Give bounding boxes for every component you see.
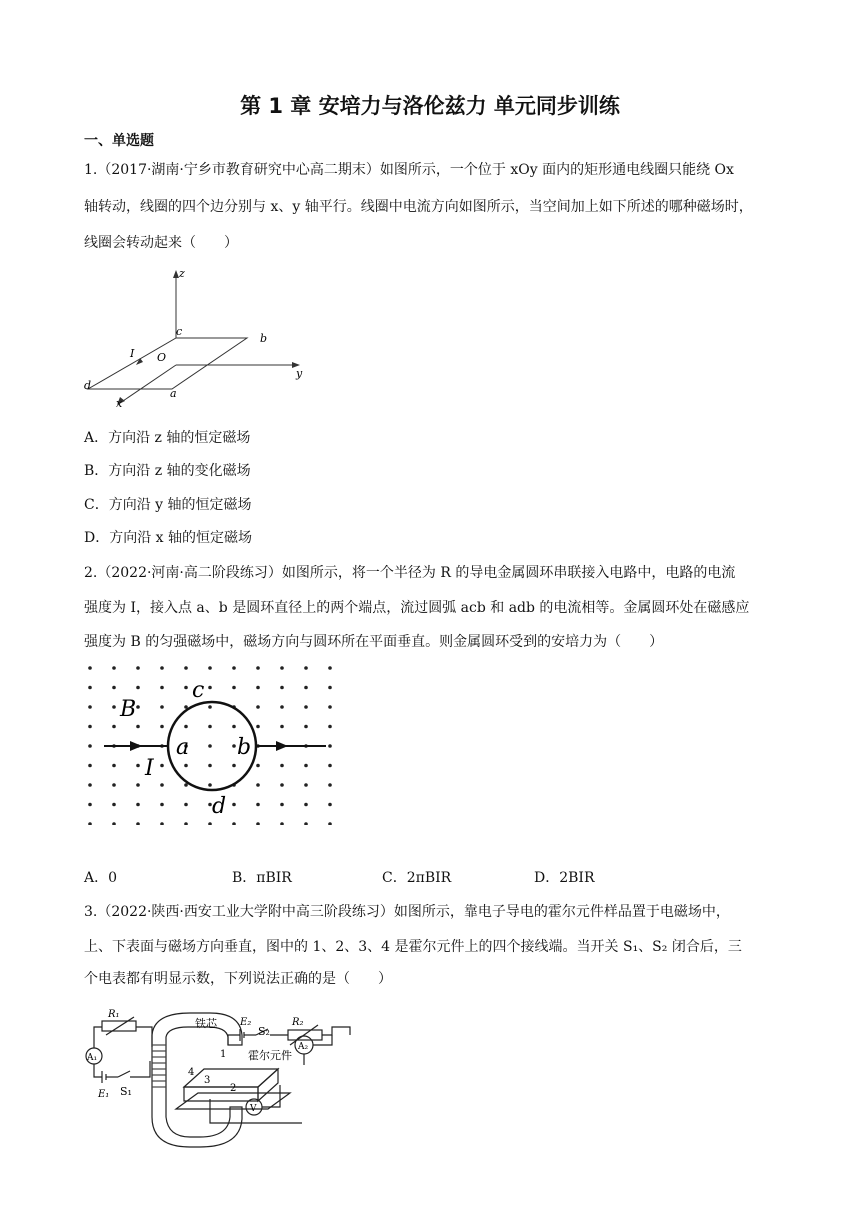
field-dot — [160, 822, 164, 825]
q3-label-terminal-2: 2 — [230, 1083, 237, 1094]
q1-coil-figure — [82, 265, 312, 410]
q1-label-I: I — [130, 347, 135, 360]
q2-label-I: I — [145, 756, 154, 781]
q3-label-core: 铁芯 — [195, 1017, 217, 1030]
field-dot — [112, 666, 116, 670]
field-dot — [328, 744, 332, 748]
q3-label-A2: A₂ — [298, 1042, 309, 1052]
q3-label-V: V — [250, 1104, 257, 1114]
field-dot — [256, 705, 260, 709]
field-dot — [232, 803, 236, 807]
field-dot — [112, 725, 116, 729]
field-dot — [304, 666, 308, 670]
q1-option-d: D．方向沿 x 轴的恒定磁场 — [84, 530, 253, 546]
field-dot — [304, 725, 308, 729]
q1-label-O: O — [157, 351, 167, 364]
q1-label-a: a — [170, 387, 177, 400]
q1-label-x: x — [116, 397, 123, 410]
field-dot — [304, 705, 308, 709]
q3-label-hall: 霍尔元件 — [248, 1049, 292, 1062]
field-dot — [280, 803, 284, 807]
field-dot — [136, 725, 140, 729]
q2-option-b: B．πBIR — [232, 870, 292, 886]
q1-label-y: y — [296, 367, 303, 380]
field-dot — [208, 822, 212, 825]
q3-line-2: 上、下表面与磁场方向垂直，图中的 1、2、3、4 是霍尔元件上的四个接线端。当开关 S₁、S₂ 闭合后，三 — [84, 939, 742, 955]
field-dot — [232, 822, 236, 825]
q1-line-2: 轴转动，线圈的四个边分别与 x、y 轴平行。线圈中电流方向如图所示，当空间加上如下所述的哪种磁场时， — [84, 199, 753, 215]
field-dot — [232, 686, 236, 690]
q1-option-c: C．方向沿 y 轴的恒定磁场 — [84, 497, 252, 513]
field-dot — [280, 705, 284, 709]
field-dot — [160, 666, 164, 670]
q3-line-1: 3.（2022·陕西·西安工业大学附中高三阶段练习）如图所示，靠电子导电的霍尔元件样品置于电磁场中， — [84, 904, 730, 920]
field-dot — [160, 686, 164, 690]
q1-line-1: 1.（2017·湖南·宁乡市教育研究中心高二期末）如图所示，一个位于 xOy 面内的矩形通电线圈只能绕 Ox — [84, 162, 734, 178]
field-dot — [136, 822, 140, 825]
q2-label-d: d — [212, 794, 227, 819]
field-dot — [280, 822, 284, 825]
field-dot — [208, 705, 212, 709]
q3-hall-circuit-figure — [80, 1005, 380, 1150]
q1-label-d: d — [84, 379, 92, 392]
q2-option-c: C．2πBIR — [382, 870, 452, 886]
field-dot — [160, 705, 164, 709]
field-dot — [280, 725, 284, 729]
q3-label-R1: R₁ — [108, 1009, 120, 1020]
field-dot — [328, 725, 332, 729]
field-dot — [208, 725, 212, 729]
field-dot — [256, 764, 260, 768]
field-dot — [184, 803, 188, 807]
field-dot — [184, 725, 188, 729]
q3-label-R2: R₂ — [292, 1017, 304, 1028]
field-dot — [304, 822, 308, 825]
field-dot — [112, 803, 116, 807]
q1-label-c: c — [176, 325, 183, 338]
field-dot — [208, 686, 212, 690]
field-dot — [184, 666, 188, 670]
q2-option-a: A．0 — [84, 870, 118, 886]
page-title: 第 1 章 安培力与洛伦兹力 单元同步训练 — [240, 94, 620, 118]
field-dot — [88, 744, 92, 748]
field-dot — [328, 803, 332, 807]
field-dot — [88, 686, 92, 690]
field-dot — [280, 764, 284, 768]
q3-label-A1: A₁ — [87, 1053, 98, 1063]
q2-option-d: D．2BIR — [534, 870, 595, 886]
field-dot — [88, 705, 92, 709]
q3-label-terminal-1: 1 — [220, 1049, 227, 1060]
field-dot — [160, 803, 164, 807]
field-dot — [112, 822, 116, 825]
field-dot — [328, 783, 332, 787]
q1-label-b: b — [260, 332, 268, 345]
field-dot — [280, 666, 284, 670]
q3-label-S2: S₂ — [258, 1025, 270, 1038]
q3-label-E2: E₂ — [240, 1017, 252, 1028]
q3-label-terminal-4: 4 — [188, 1067, 195, 1078]
field-dot — [232, 666, 236, 670]
field-dot — [160, 783, 164, 787]
field-dot — [328, 666, 332, 670]
field-dot — [232, 725, 236, 729]
q3-label-terminal-3: 3 — [204, 1075, 211, 1086]
field-dot — [304, 686, 308, 690]
field-dot — [328, 764, 332, 768]
field-dot — [328, 705, 332, 709]
field-dot — [184, 764, 188, 768]
field-dot — [256, 803, 260, 807]
field-dot — [304, 783, 308, 787]
field-dot — [112, 686, 116, 690]
field-dot — [256, 686, 260, 690]
field-dot — [328, 822, 332, 825]
field-dot — [208, 666, 212, 670]
field-dot — [184, 822, 188, 825]
field-dot — [232, 744, 236, 748]
field-dot — [112, 764, 116, 768]
field-dot — [88, 783, 92, 787]
field-dot — [304, 803, 308, 807]
q1-option-b: B．方向沿 z 轴的变化磁场 — [84, 463, 251, 479]
q2-line-3: 强度为 B 的匀强磁场中，磁场方向与圆环所在平面垂直。则金属圆环受到的安培力为（ ） — [84, 634, 664, 650]
field-dot — [208, 783, 212, 787]
q1-label-z: z — [179, 267, 185, 280]
field-dot — [112, 783, 116, 787]
field-dot — [208, 764, 212, 768]
field-dot — [88, 803, 92, 807]
q3-label-E1: E₁ — [98, 1089, 110, 1100]
field-dot — [136, 705, 140, 709]
section-heading: 一、单选题 — [84, 133, 154, 149]
field-dot — [136, 764, 140, 768]
field-dot — [160, 764, 164, 768]
q1-line-3: 线圈会转动起来（ ） — [84, 235, 238, 251]
field-dot — [184, 686, 188, 690]
field-dot — [88, 764, 92, 768]
field-dot — [88, 666, 92, 670]
q2-label-a: a — [176, 735, 190, 760]
q2-label-c: c — [192, 678, 205, 703]
field-dot — [304, 764, 308, 768]
q2-line-1: 2.（2022·河南·高二阶段练习）如图所示，将一个半径为 R 的导电金属圆环串联接入电路中，电路的电流 — [84, 565, 736, 581]
field-dot — [256, 822, 260, 825]
field-dot — [88, 725, 92, 729]
field-dot — [112, 705, 116, 709]
field-dot — [328, 686, 332, 690]
q2-label-B: B — [120, 697, 137, 722]
field-dot — [232, 764, 236, 768]
q2-label-b: b — [237, 735, 252, 760]
field-dot — [88, 822, 92, 825]
field-dot — [280, 783, 284, 787]
field-dot — [256, 783, 260, 787]
field-dot — [136, 783, 140, 787]
q2-ring-figure — [82, 660, 342, 825]
q1-option-a: A．方向沿 z 轴的恒定磁场 — [84, 430, 251, 446]
q3-line-3: 个电表都有明显示数，下列说法正确的是（ ） — [84, 971, 392, 987]
field-dot — [136, 686, 140, 690]
q2-line-2: 强度为 I，接入点 a、b 是圆环直径上的两个端点，流过圆弧 acb 和 adb 的电流相等。金属圆环处在磁感应 — [84, 600, 750, 616]
field-dot — [160, 725, 164, 729]
field-dot — [280, 686, 284, 690]
field-dot — [256, 725, 260, 729]
field-dot — [256, 666, 260, 670]
q3-label-S1: S₁ — [120, 1085, 132, 1098]
field-dot — [208, 744, 212, 748]
field-dot — [136, 666, 140, 670]
field-dot — [136, 803, 140, 807]
